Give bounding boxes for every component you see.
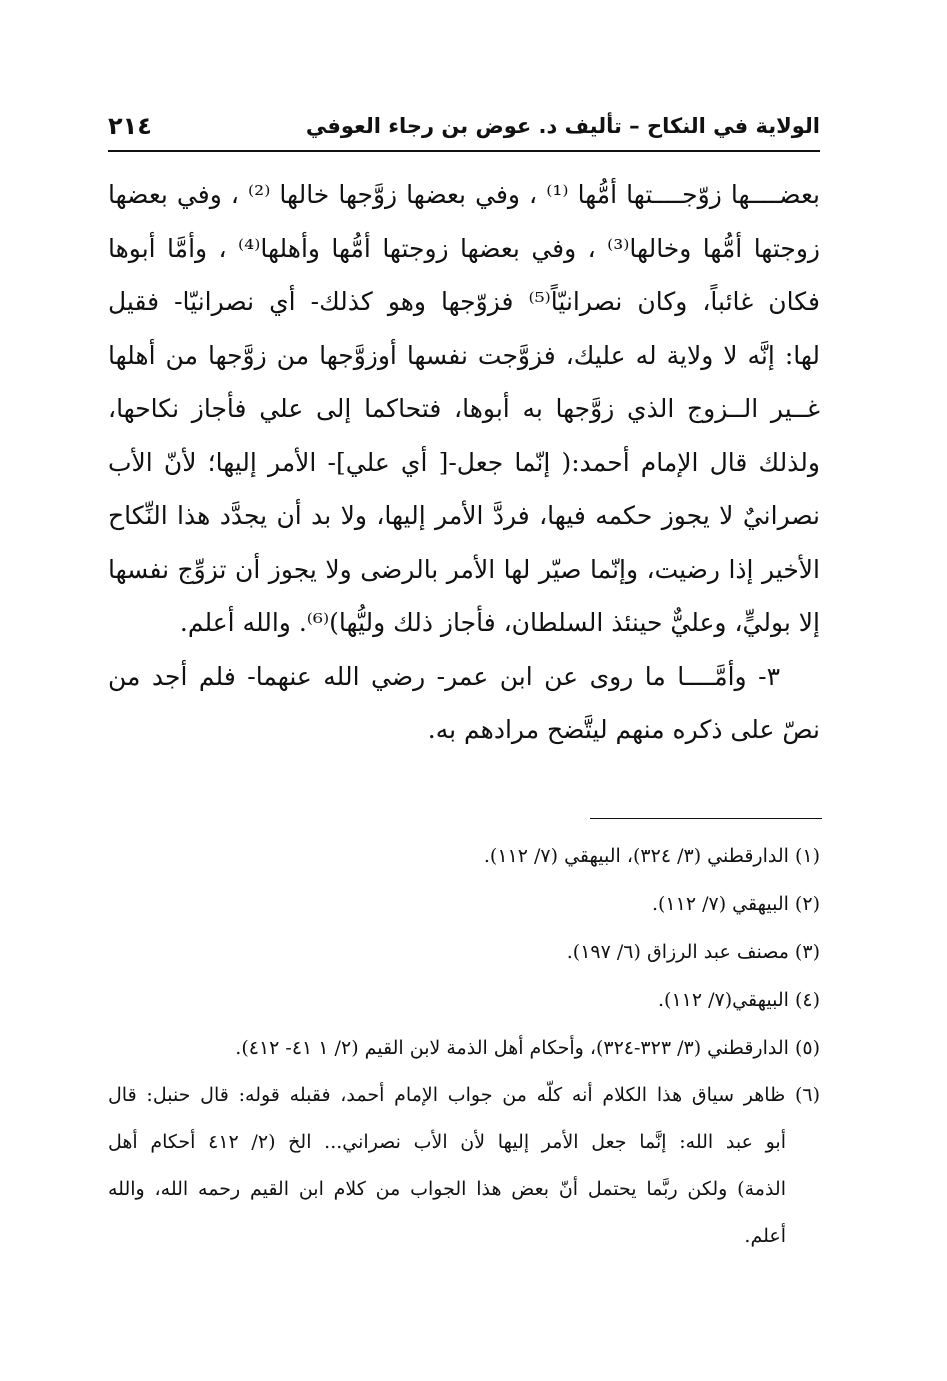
text-line: نصّ على ذكره منهم ليتَّضح مرادهم به. — [427, 715, 820, 744]
footnote-line: أبو عبد الله: إنَّما جعل الأمر إليها لأن الأب نصراني... الخ (٢/ ٤١٢ أحكام أهل — [108, 1131, 786, 1153]
text-line: الأخير إذا رضيت، وإنّما صيّر لها الأمر بالرضى ولا يجوز أن تزوِّج نفسها — [108, 554, 820, 584]
footnote-line: أعلم. — [744, 1225, 786, 1247]
footnote-line: (٦) ظاهر سياق هذا الكلام أنه كلّه من جواب الإمام أحمد، فقبله قوله: قال حنبل: قال — [108, 1084, 820, 1106]
text-line: ٣- وأمَّــــا ما روى عن ابن عمر- رضي الله عنهما- فلم أجد من — [108, 661, 780, 691]
footnote-item: (٤) البيهقي(٧/ ١١٢). — [658, 989, 820, 1011]
footnote-item: (٣) مصنف عبد الرزاق (٦/ ١٩٧). — [566, 941, 820, 963]
footnote-item: (٥) الدارقطني (٣/ ٣٢٣-٣٢٤)، وأحكام أهل الذمة لابن القيم (٢/ ١ ٤١- ٤١٢). — [235, 1037, 820, 1059]
main-text — [108, 168, 820, 757]
footnote-line: الذمة) ولكن ربَّما يحتمل أنّ بعض هذا الجواب من كلام ابن القيم رحمه الله، والله — [108, 1178, 786, 1200]
text-line: إلا بوليٍّ، وعليٌّ حينئذ السلطان، فأجاز ذلك وليُّها)⁽⁶⁾. والله أعلم. — [179, 608, 820, 637]
text-line: لها: إنَّه لا ولاية له عليك، فزوَّجت نفسها أوزوَّجها من زوَّجها من أهلها — [108, 340, 820, 370]
text-line: بعضــــها زوّجــــتها أمُّها ⁽¹⁾ ، وفي بعضها زوَّجها خالها ⁽²⁾ ، وفي بعضها — [108, 180, 820, 209]
footnote-separator — [590, 818, 822, 819]
running-title: الولاية في النكاح – تأليف د. عوض بن رجاء العوفي — [305, 114, 820, 138]
page-number: ٢١٤ — [108, 112, 152, 140]
footnote-item: (١) الدارقطني (٣/ ٣٢٤)، البيهقي (٧/ ١١٢). — [483, 845, 820, 867]
footnotes — [108, 832, 820, 1260]
running-header — [108, 110, 820, 152]
text-line: زوجتها أمُّها وخالها⁽³⁾ ، وفي بعضها زوجتها أمُّها وأهلها⁽⁴⁾ ، وأمَّا أبوها — [108, 233, 820, 263]
text-line: غــير الــزوج الذي زوَّجها به أبوها، فتحاكما إلى علي فأجاز نكاحها، — [108, 394, 820, 423]
text-line: فكان غائباً، وكان نصرانيّاً⁽⁵⁾ فزوّجها وهو كذلك- أي نصرانيّا- فقيل — [108, 287, 820, 316]
text-line: ولذلك قال الإمام أحمد:( إنّما جعل-[ أي علي]- الأمر إليها؛ لأنّ الأب — [108, 447, 820, 477]
footnote-item-6 — [108, 1072, 820, 1260]
footnote-item: (٢) البيهقي (٧/ ١١٢). — [651, 893, 820, 915]
text-line: نصرانيٌ لا يجوز حكمه فيها، فردَّ الأمر إليها، ولا بد أن يجدَّد هذا النِّكاح — [108, 501, 820, 530]
